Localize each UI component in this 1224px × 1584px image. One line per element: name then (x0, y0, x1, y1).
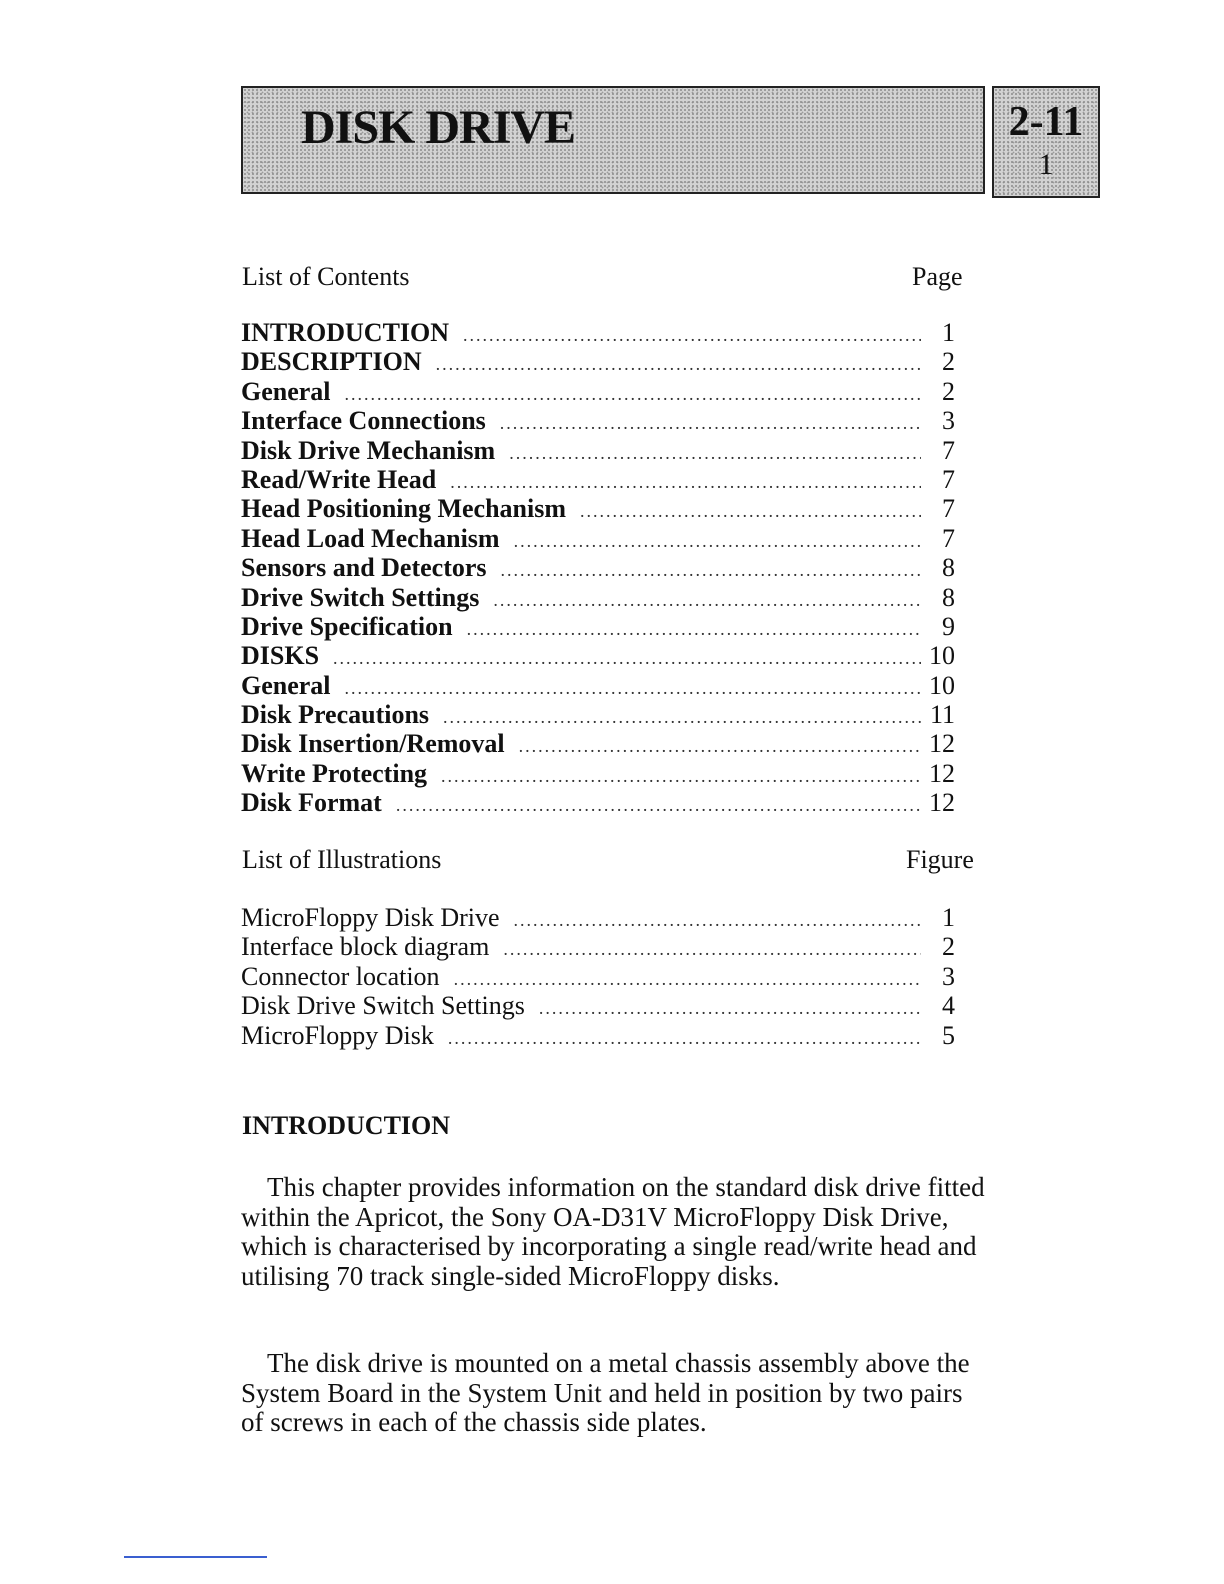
dot-leader (441, 762, 921, 791)
entry-number: 12 (929, 729, 955, 759)
entry-label: DESCRIPTION (241, 347, 422, 377)
entry-label: Connector location (241, 961, 440, 991)
entry-number: 12 (929, 758, 955, 788)
dot-leader (448, 1024, 921, 1053)
list-item (241, 347, 955, 376)
list-item (241, 729, 955, 758)
section-number-box (992, 86, 1100, 198)
dot-leader (450, 468, 921, 497)
contents-heading: List of Contents (242, 262, 410, 291)
dot-leader (396, 791, 921, 820)
list-item (241, 524, 955, 553)
entry-label: General (241, 376, 331, 406)
entry-label: Head Load Mechanism (241, 523, 500, 553)
dot-leader (436, 350, 921, 379)
illustrations-heading: List of Illustrations (242, 845, 442, 874)
entry-number: 7 (942, 494, 955, 524)
dot-leader (467, 615, 921, 644)
entry-label: Disk Precautions (241, 700, 430, 730)
list-item (241, 583, 955, 612)
chapter-banner (241, 86, 985, 194)
dot-leader (503, 935, 921, 964)
list-item (241, 318, 955, 347)
entry-number: 12 (929, 788, 955, 818)
chapter-title: DISK DRIVE (301, 101, 576, 154)
entry-label: MicroFloppy Disk Drive (241, 903, 500, 932)
entry-number: 1 (942, 903, 955, 932)
entry-label: Disk Drive Switch Settings (241, 991, 525, 1021)
entry-label: DISKS (241, 641, 320, 671)
entry-number: 2 (942, 347, 955, 377)
entry-label: Sensors and Detectors (241, 553, 487, 583)
dot-leader (463, 321, 921, 350)
list-item (241, 962, 955, 991)
entry-label: Disk Format (241, 788, 382, 818)
entry-label: MicroFloppy Disk (241, 1020, 434, 1050)
section-number: 2-11 (1008, 99, 1084, 145)
entry-label: Head Positioning Mechanism (241, 494, 567, 524)
dot-leader (443, 703, 921, 732)
entry-number: 10 (929, 641, 955, 671)
entry-number: 7 (942, 523, 955, 553)
entry-label: Interface Connections (241, 406, 486, 436)
list-item (241, 612, 955, 641)
dot-leader (333, 644, 921, 673)
entry-number: 2 (942, 932, 955, 962)
list-item (241, 759, 955, 788)
list-item (241, 377, 955, 406)
introduction-heading: INTRODUCTION (242, 1111, 451, 1140)
entry-number: 3 (942, 406, 955, 436)
entry-label: General (241, 670, 331, 700)
entry-label: Drive Switch Settings (241, 582, 480, 612)
entry-number: 7 (942, 464, 955, 494)
list-item (241, 671, 955, 700)
dot-leader (345, 380, 921, 409)
entry-label: Drive Specification (241, 611, 453, 641)
dot-leader (345, 674, 921, 703)
illustrations-list (241, 903, 955, 1050)
entry-number: 5 (942, 1020, 955, 1050)
list-item (241, 465, 955, 494)
dot-leader (580, 497, 921, 526)
entry-number: 3 (942, 961, 955, 991)
entry-number: 11 (929, 700, 955, 730)
dot-leader (454, 965, 921, 994)
dot-leader (519, 732, 921, 761)
entry-number: 10 (929, 670, 955, 700)
entry-number: 9 (942, 611, 955, 641)
footer-rule (124, 1556, 267, 1558)
illustrations-figure-label: Figure (906, 845, 974, 874)
contents-list (241, 318, 955, 818)
entry-label: Disk Drive Mechanism (241, 435, 496, 465)
list-item (241, 436, 955, 465)
list-item (241, 553, 955, 582)
intro-paragraph-2: The disk drive is mounted on a metal chassis assembly above the System Board in the System Unit and held in position by two pairs of screws in each of the chassis side plates. (241, 1348, 970, 1437)
list-item (241, 991, 955, 1020)
dot-leader (514, 906, 921, 935)
dot-leader (539, 994, 921, 1023)
entry-number: 1 (942, 318, 955, 347)
intro-paragraph-1: This chapter provides information on the standard disk drive fitted within the Apricot, the Sony OA-D31V MicroFloppy Disk Drive, which is characterised by incorporating a single read/write head and utilising 70 track single-sided MicroFloppy disks. (241, 1172, 985, 1291)
entry-number: 7 (942, 435, 955, 465)
dot-leader (501, 556, 921, 585)
entry-label: Write Protecting (241, 758, 428, 788)
list-item (241, 788, 955, 817)
entry-label: INTRODUCTION (241, 318, 450, 347)
entry-label: Disk Insertion/Removal (241, 729, 505, 759)
entry-number: 8 (942, 553, 955, 583)
list-item (241, 641, 955, 670)
dot-leader (500, 409, 921, 438)
dot-leader (514, 527, 921, 556)
contents-page-label: Page (912, 262, 963, 291)
entry-number: 8 (942, 582, 955, 612)
dot-leader (493, 586, 921, 615)
section-subnumber: 1 (1038, 148, 1054, 181)
list-item (241, 932, 955, 961)
list-item (241, 1021, 955, 1050)
dot-leader (509, 439, 921, 468)
list-item (241, 903, 955, 932)
entry-label: Interface block diagram (241, 932, 490, 962)
list-item (241, 494, 955, 523)
list-item (241, 700, 955, 729)
entry-number: 4 (942, 991, 955, 1021)
list-item (241, 406, 955, 435)
entry-number: 2 (942, 376, 955, 406)
entry-label: Read/Write Head (241, 464, 437, 494)
